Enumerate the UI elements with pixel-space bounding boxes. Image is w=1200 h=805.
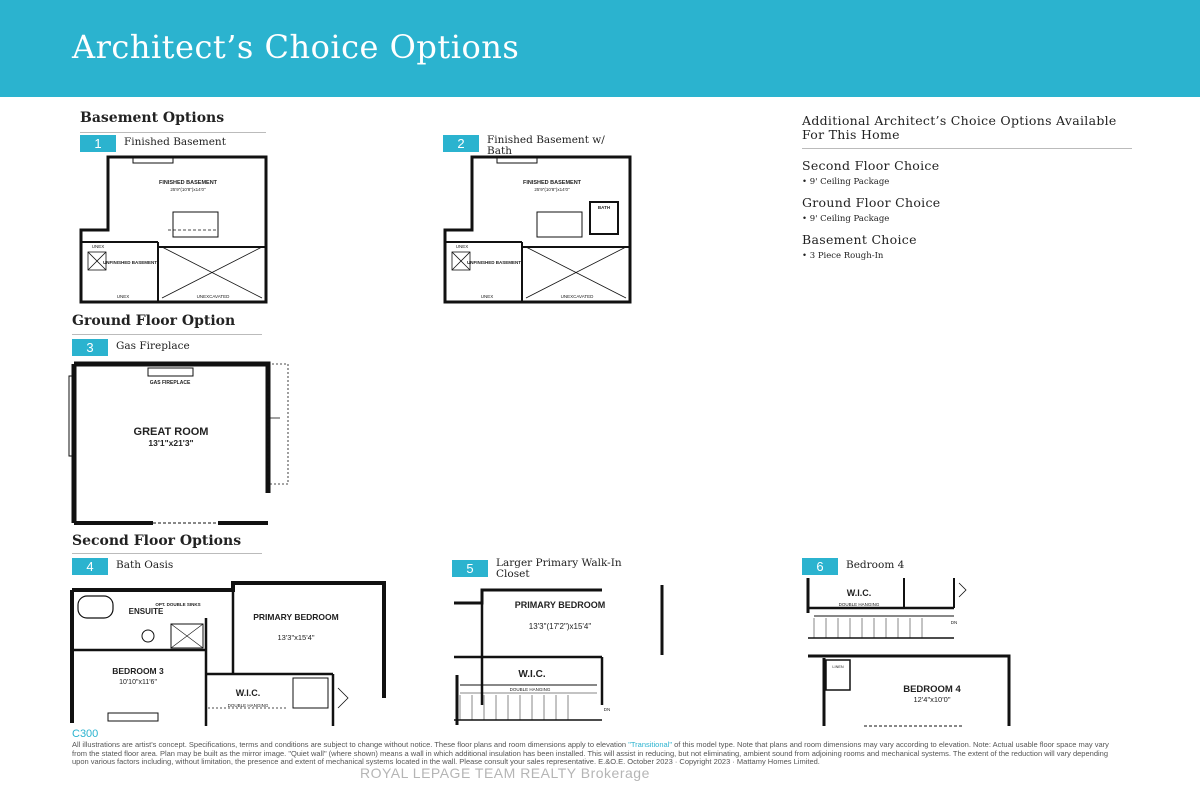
option-title: Larger Primary Walk-In Closet xyxy=(496,557,622,580)
disclaimer xyxy=(72,741,1112,767)
unexcavated-label: UNEXCAVATED xyxy=(196,294,230,299)
disclaimer-text: of this model type. Note that plans and room dimensions may vary according to elevation. Note: Actual usable floor space may vary from the stated floor area. Plan may be built as the mirror image. "Quiet wall" (where shown) means a wall in which additional insulation has been installed. This will assist in reducing, but not eliminating, ambient sound from adjoining rooms and mechanical systems. The extent of the reduction will vary depending upon various factors including, without limitation, the presence and extent of mechanical systems located in the wall. Please consult your sales representative. E.&O.E. October 2023 · Copyright 2023 · Mattamy Homes Limited. xyxy=(72,740,1109,767)
wic-label: W.I.C. xyxy=(846,588,872,598)
ground-floor-choice-title: Ground Floor Choice xyxy=(802,195,941,210)
room-dims: 25'9"(10'8")x14'0" xyxy=(170,187,206,192)
hanging-label: DOUBLE HANGING xyxy=(227,703,269,708)
second-floor-choice-item: • 9' Ceiling Package xyxy=(802,177,890,187)
option-number: 6 xyxy=(802,558,838,575)
option-number: 3 xyxy=(72,339,108,356)
option-6-label xyxy=(802,558,904,575)
bedroom-3-label: BEDROOM 3 xyxy=(112,666,164,676)
room-dims: 13'3"(17'2")x15'4" xyxy=(528,622,592,631)
option-1-label xyxy=(80,135,226,152)
room-label: FINISHED BASEMENT xyxy=(522,180,582,186)
basement-choice-title: Basement Choice xyxy=(802,232,917,247)
room-dims: 13'3"x15'4" xyxy=(277,633,315,642)
room-dims: 12'4"x10'0" xyxy=(913,695,951,704)
option-title: Bath Oasis xyxy=(116,559,174,571)
room-label: PRIMARY BEDROOM xyxy=(514,600,606,610)
ensuite-label: ENSUITE xyxy=(128,607,164,616)
room-dims: 25'9"(10'8")x14'0" xyxy=(534,187,570,192)
unex-label: UNEX xyxy=(91,244,105,249)
walk-in-closet-plan xyxy=(452,585,672,727)
bedroom-4-plan xyxy=(804,578,1016,730)
dn-label: DN xyxy=(603,707,611,712)
bath-oasis-plan xyxy=(68,578,390,726)
bedroom-3-dims: 10'10"x11'6" xyxy=(119,679,157,686)
option-5-label xyxy=(452,556,646,580)
option-number: 1 xyxy=(80,135,116,152)
option-title: Bedroom 4 xyxy=(846,559,905,571)
option-number: 2 xyxy=(443,135,479,152)
option-title: Gas Fireplace xyxy=(116,340,190,352)
finished-basement-bath-plan xyxy=(442,152,637,307)
sinks-label: OPT. DOUBLE SINKS xyxy=(155,602,201,607)
unex-label: UNEX xyxy=(455,244,469,249)
wic-label: W.I.C. xyxy=(518,669,546,680)
ground-floor-heading: Ground Floor Option xyxy=(72,313,236,329)
option-number: 5 xyxy=(452,560,488,577)
room-label: GREAT ROOM xyxy=(133,426,209,438)
ground-floor-choice-item: • 9' Ceiling Package xyxy=(802,214,890,224)
hanging-label: DOUBLE HANGING xyxy=(509,687,551,692)
header-banner xyxy=(0,0,1200,97)
unex-label: UNEX xyxy=(116,294,130,299)
basement-options-heading: Basement Options xyxy=(80,110,225,126)
divider xyxy=(72,334,262,335)
additional-options-title: Additional Architect’s Choice Options Available For This Home xyxy=(802,113,1117,142)
basement-choice-item: • 3 Piece Rough-In xyxy=(802,251,884,261)
bath-label: BATH xyxy=(597,205,611,210)
page-title: Architect’s Choice Options xyxy=(72,28,520,66)
gas-fireplace-plan xyxy=(68,358,293,530)
wic-label: W.I.C. xyxy=(235,688,261,698)
option-3-label xyxy=(72,339,190,356)
room-label: BEDROOM 4 xyxy=(903,684,961,695)
room-dims: 13'1"x21'3" xyxy=(148,438,194,448)
unex-label: UNEX xyxy=(480,294,494,299)
unfinished-label: UNFINISHED BASEMENT xyxy=(466,260,522,265)
option-title: Finished Basement w/ Bath xyxy=(487,134,605,157)
fireplace-label: GAS FIREPLACE xyxy=(149,380,191,386)
divider xyxy=(80,132,266,133)
room-label: PRIMARY BEDROOM xyxy=(253,612,339,622)
watermark: ROYAL LEPAGE TEAM REALTY Brokerage xyxy=(360,765,650,781)
unexcavated-label: UNEXCAVATED xyxy=(560,294,594,299)
option-4-label xyxy=(72,558,173,575)
finished-basement-plan xyxy=(78,152,273,307)
elevation-name: "Transitional" xyxy=(628,740,673,749)
linen-label: LINEN xyxy=(832,665,844,669)
unfinished-label: UNFINISHED BASEMENT xyxy=(102,260,158,265)
second-floor-heading: Second Floor Options xyxy=(72,533,242,549)
disclaimer-text: All illustrations are artist's concept. Specifications, terms and conditions are subject to change without notice. These floor plans and room dimensions apply to elevation xyxy=(72,740,629,749)
dn-label: DN xyxy=(950,620,958,625)
option-number: 4 xyxy=(72,558,108,575)
room-label: FINISHED BASEMENT xyxy=(158,180,218,186)
divider xyxy=(802,148,1132,149)
hanging-label: DOUBLE HANGING xyxy=(838,602,880,607)
option-title: Finished Basement xyxy=(124,136,226,148)
second-floor-choice-title: Second Floor Choice xyxy=(802,158,940,173)
model-code: C300 xyxy=(72,728,99,740)
divider xyxy=(72,553,262,554)
